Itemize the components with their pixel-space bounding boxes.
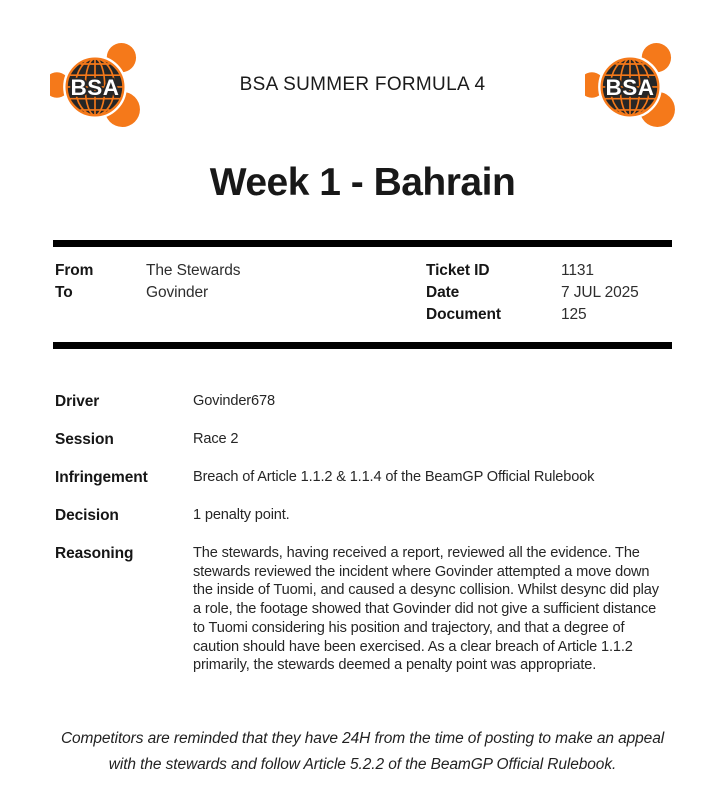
bsa-logo-left bbox=[50, 42, 140, 128]
meta-value: 1131 bbox=[561, 262, 594, 279]
field-row-driver bbox=[55, 392, 670, 411]
field-label: Infringement bbox=[55, 469, 148, 486]
meta-ticket-info bbox=[426, 260, 672, 326]
league-title: BSA SUMMER FORMULA 4 bbox=[239, 74, 486, 95]
document-header bbox=[0, 42, 725, 128]
meta-row-document bbox=[426, 304, 672, 326]
meta-block bbox=[53, 240, 672, 349]
meta-from-to bbox=[53, 260, 426, 326]
field-value: Breach of Article 1.1.2 & 1.1.4 of the BeamGP Official Rulebook bbox=[193, 469, 595, 485]
meta-label: Document bbox=[426, 306, 501, 323]
field-row-decision bbox=[55, 506, 670, 525]
field-row-session bbox=[55, 430, 670, 449]
meta-value: The Stewards bbox=[146, 262, 241, 279]
meta-row-to bbox=[55, 282, 426, 304]
meta-label: To bbox=[55, 284, 73, 301]
meta-row-from bbox=[55, 260, 426, 282]
meta-row-ticket-id bbox=[426, 260, 672, 282]
field-label: Driver bbox=[55, 393, 100, 410]
appeal-note: Competitors are reminded that they have 24H from the time of posting to make an appeal with the stewards and follow Article 5.2.2 of the BeamGP Official Rulebook. bbox=[60, 729, 665, 773]
meta-label: From bbox=[55, 262, 94, 279]
logo-bsa-text: BSA bbox=[70, 74, 120, 100]
page-title: Week 1 - Bahrain bbox=[209, 161, 516, 204]
field-label: Reasoning bbox=[55, 545, 134, 562]
meta-label: Date bbox=[426, 284, 460, 301]
logo-bsa-text: BSA bbox=[605, 74, 655, 100]
meta-label: Ticket ID bbox=[426, 262, 490, 279]
field-value: The stewards, having received a report, reviewed all the evidence. The stewards reviewed the incident where Govinder attempted a move down the inside of Tuomi, and caused a desync collision. Whilst desync did play a role, the footage showed that Govinder did not give a sufficient distance to Tuomi considering his position and trajectory, and that a degree of caution should have been exercised. As a clear breach of Article 1.1.2 primarily, the stewards deemed a penalty point was appropriate. bbox=[193, 545, 659, 674]
field-row-reasoning bbox=[55, 544, 670, 675]
field-value: Race 2 bbox=[193, 431, 239, 447]
meta-value: 7 JUL 2025 bbox=[561, 284, 639, 301]
field-value: 1 penalty point. bbox=[193, 507, 290, 523]
field-value: Govinder678 bbox=[193, 393, 275, 409]
field-row-infringement bbox=[55, 468, 670, 487]
field-label: Session bbox=[55, 431, 114, 448]
meta-row-date bbox=[426, 282, 672, 304]
meta-value: 125 bbox=[561, 306, 587, 323]
meta-value: Govinder bbox=[146, 284, 209, 301]
decision-fields bbox=[55, 392, 670, 675]
bsa-logo-right bbox=[585, 42, 675, 128]
field-label: Decision bbox=[55, 507, 119, 524]
